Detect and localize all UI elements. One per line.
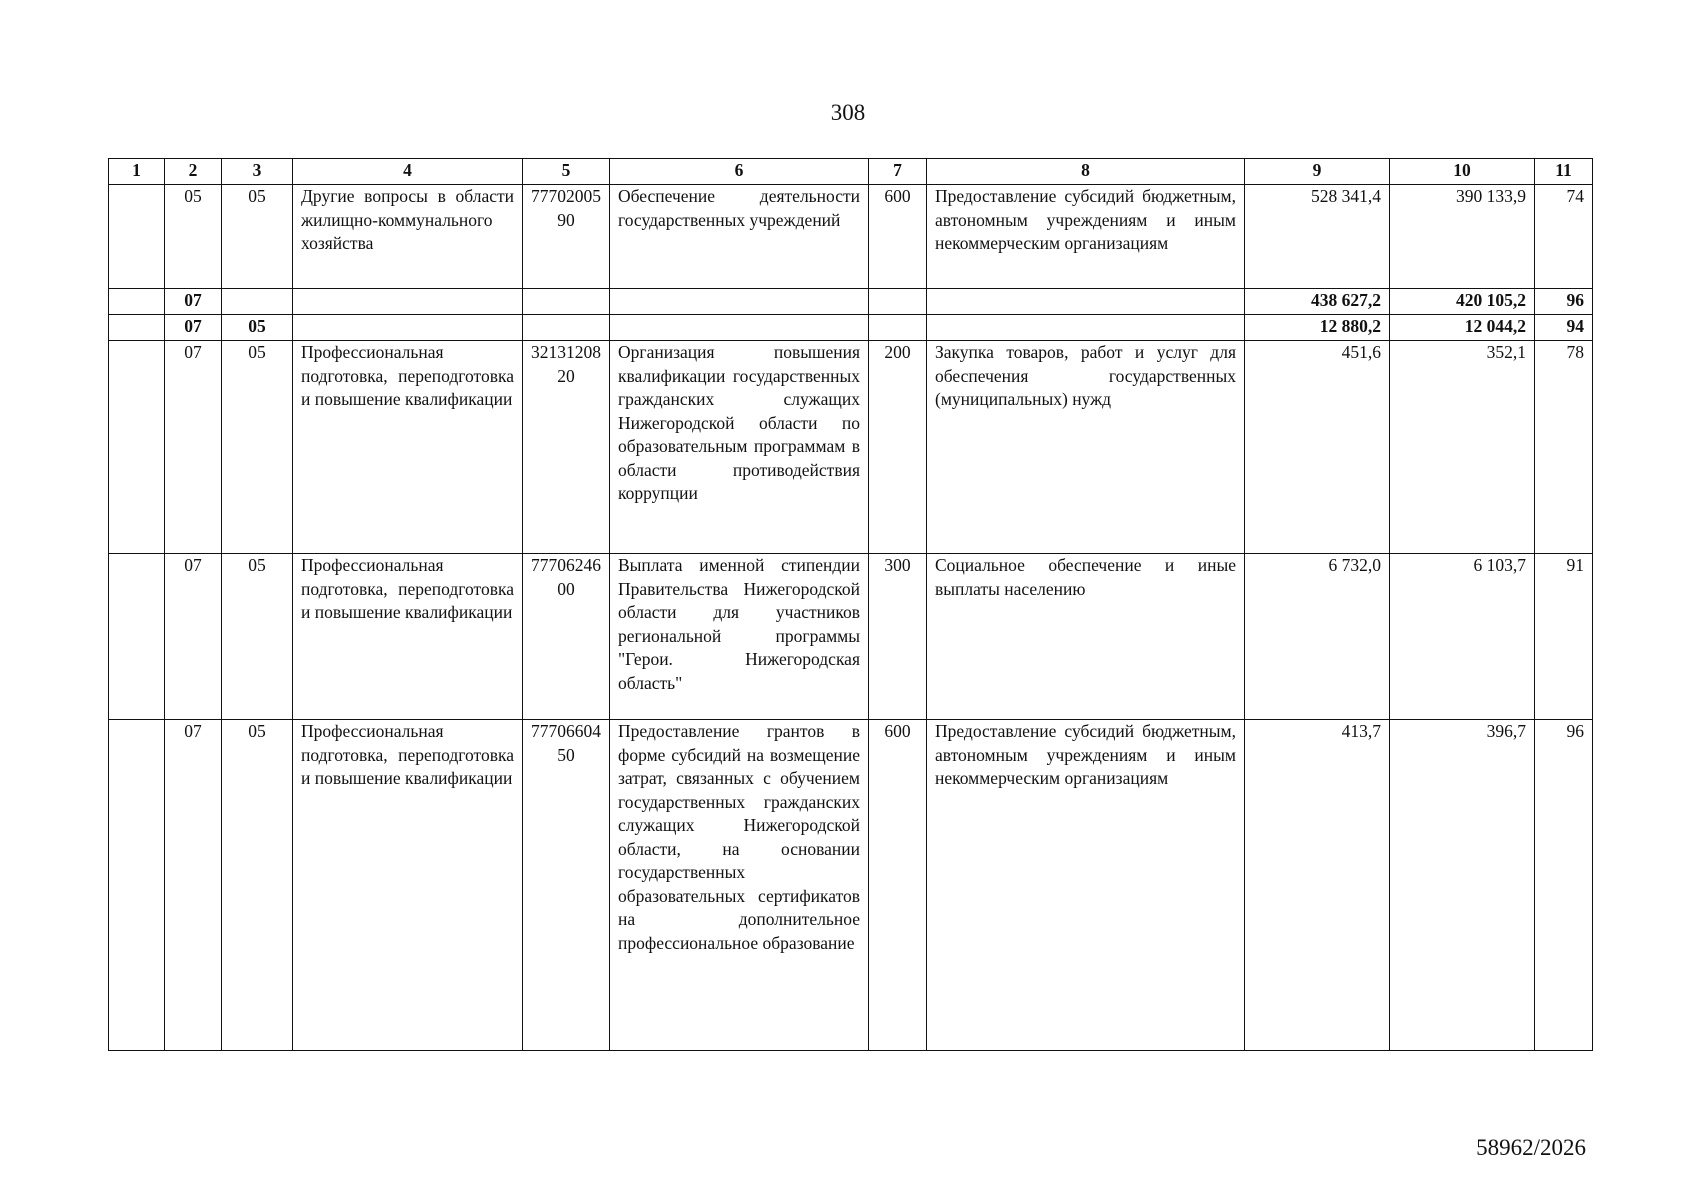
cell-executed-amount: 12 044,2: [1390, 315, 1535, 341]
table-row: [109, 720, 1593, 1051]
cell-expense-type-code: 300: [869, 554, 927, 720]
cell-expense-type-code: [869, 315, 927, 341]
cell-col1: [109, 341, 165, 554]
column-header: 2: [165, 159, 222, 185]
table-row: [109, 315, 1593, 341]
cell-percent: 96: [1535, 720, 1593, 1051]
cell-approved-amount: 12 880,2: [1245, 315, 1390, 341]
cell-subsection: 05: [222, 315, 293, 341]
cell-percent: 74: [1535, 185, 1593, 289]
cell-subsection: 05: [222, 720, 293, 1051]
table-header-row: [109, 159, 1593, 185]
cell-executed-amount: 352,1: [1390, 341, 1535, 554]
cell-col1: [109, 554, 165, 720]
cell-target-name: [610, 289, 869, 315]
cell-target-code: [523, 289, 610, 315]
cell-subsection-name: [293, 315, 523, 341]
cell-subsection-name: Другие вопросы в области жилищно-коммунального хозяйства: [293, 185, 523, 289]
cell-target-name: Организация повышения квалификации государственных гражданских служащих Нижегородской области по образовательным программам в области противодействия коррупции: [610, 341, 869, 554]
cell-expense-type-name: [927, 289, 1245, 315]
cell-expense-type-code: [869, 289, 927, 315]
cell-expense-type-name: Предоставление субсидий бюджетным, автономным учреждениям и иным некоммерческим организациям: [927, 185, 1245, 289]
cell-col1: [109, 315, 165, 341]
cell-target-code: 7770200590: [523, 185, 610, 289]
cell-target-code: 7770624600: [523, 554, 610, 720]
cell-executed-amount: 420 105,2: [1390, 289, 1535, 315]
cell-col1: [109, 720, 165, 1051]
table-row: [109, 289, 1593, 315]
cell-subsection: 05: [222, 341, 293, 554]
cell-approved-amount: 438 627,2: [1245, 289, 1390, 315]
column-header: 11: [1535, 159, 1593, 185]
cell-expense-type-name: Закупка товаров, работ и услуг для обеспечения государственных (муниципальных) нужд: [927, 341, 1245, 554]
table-row: [109, 554, 1593, 720]
cell-expense-type-name: [927, 315, 1245, 341]
cell-section: 07: [165, 554, 222, 720]
cell-section: 07: [165, 720, 222, 1051]
cell-subsection: 05: [222, 185, 293, 289]
cell-subsection-name: [293, 289, 523, 315]
cell-executed-amount: 6 103,7: [1390, 554, 1535, 720]
page-number: 308: [830, 100, 866, 125]
column-header: 10: [1390, 159, 1535, 185]
cell-target-code: 3213120820: [523, 341, 610, 554]
cell-section: 07: [165, 341, 222, 554]
column-header: 9: [1245, 159, 1390, 185]
cell-target-code: [523, 315, 610, 341]
column-header: 3: [222, 159, 293, 185]
cell-target-code: 7770660450: [523, 720, 610, 1051]
cell-section: 07: [165, 289, 222, 315]
cell-target-name: Обеспечение деятельности государственных учреждений: [610, 185, 869, 289]
cell-section: 07: [165, 315, 222, 341]
column-header: 1: [109, 159, 165, 185]
cell-approved-amount: 451,6: [1245, 341, 1390, 554]
cell-expense-type-code: 600: [869, 185, 927, 289]
column-header: 5: [523, 159, 610, 185]
cell-col1: [109, 289, 165, 315]
table-row: [109, 185, 1593, 289]
document-registration-number: 58962/2026: [1476, 1135, 1586, 1160]
cell-expense-type-code: 600: [869, 720, 927, 1051]
cell-subsection-name: Профессиональная подготовка, переподготовка и повышение квалификации: [293, 341, 523, 554]
cell-expense-type-name: Социальное обеспечение и иные выплаты населению: [927, 554, 1245, 720]
table-row: [109, 341, 1593, 554]
column-header: 4: [293, 159, 523, 185]
cell-expense-type-name: Предоставление субсидий бюджетным, автономным учреждениям и иным некоммерческим организациям: [927, 720, 1245, 1051]
cell-subsection: [222, 289, 293, 315]
column-header: 7: [869, 159, 927, 185]
cell-percent: 78: [1535, 341, 1593, 554]
cell-percent: 94: [1535, 315, 1593, 341]
budget-table: [108, 158, 1593, 1051]
cell-executed-amount: 390 133,9: [1390, 185, 1535, 289]
cell-col1: [109, 185, 165, 289]
column-header: 8: [927, 159, 1245, 185]
cell-section: 05: [165, 185, 222, 289]
cell-expense-type-code: 200: [869, 341, 927, 554]
cell-executed-amount: 396,7: [1390, 720, 1535, 1051]
cell-subsection-name: Профессиональная подготовка, переподготовка и повышение квалификации: [293, 720, 523, 1051]
cell-target-name: Предоставление грантов в форме субсидий на возмещение затрат, связанных с обучением государственных гражданских служащих Нижегородской области, на основании государственных образовательных сертификатов на дополнительное профессиональное образование: [610, 720, 869, 1051]
cell-approved-amount: 528 341,4: [1245, 185, 1390, 289]
cell-approved-amount: 413,7: [1245, 720, 1390, 1051]
cell-percent: 96: [1535, 289, 1593, 315]
cell-subsection: 05: [222, 554, 293, 720]
cell-percent: 91: [1535, 554, 1593, 720]
cell-subsection-name: Профессиональная подготовка, переподготовка и повышение квалификации: [293, 554, 523, 720]
column-header: 6: [610, 159, 869, 185]
cell-approved-amount: 6 732,0: [1245, 554, 1390, 720]
cell-target-name: Выплата именной стипендии Правительства Нижегородской области для участников региональной программы "Герои. Нижегородская область": [610, 554, 869, 720]
cell-target-name: [610, 315, 869, 341]
